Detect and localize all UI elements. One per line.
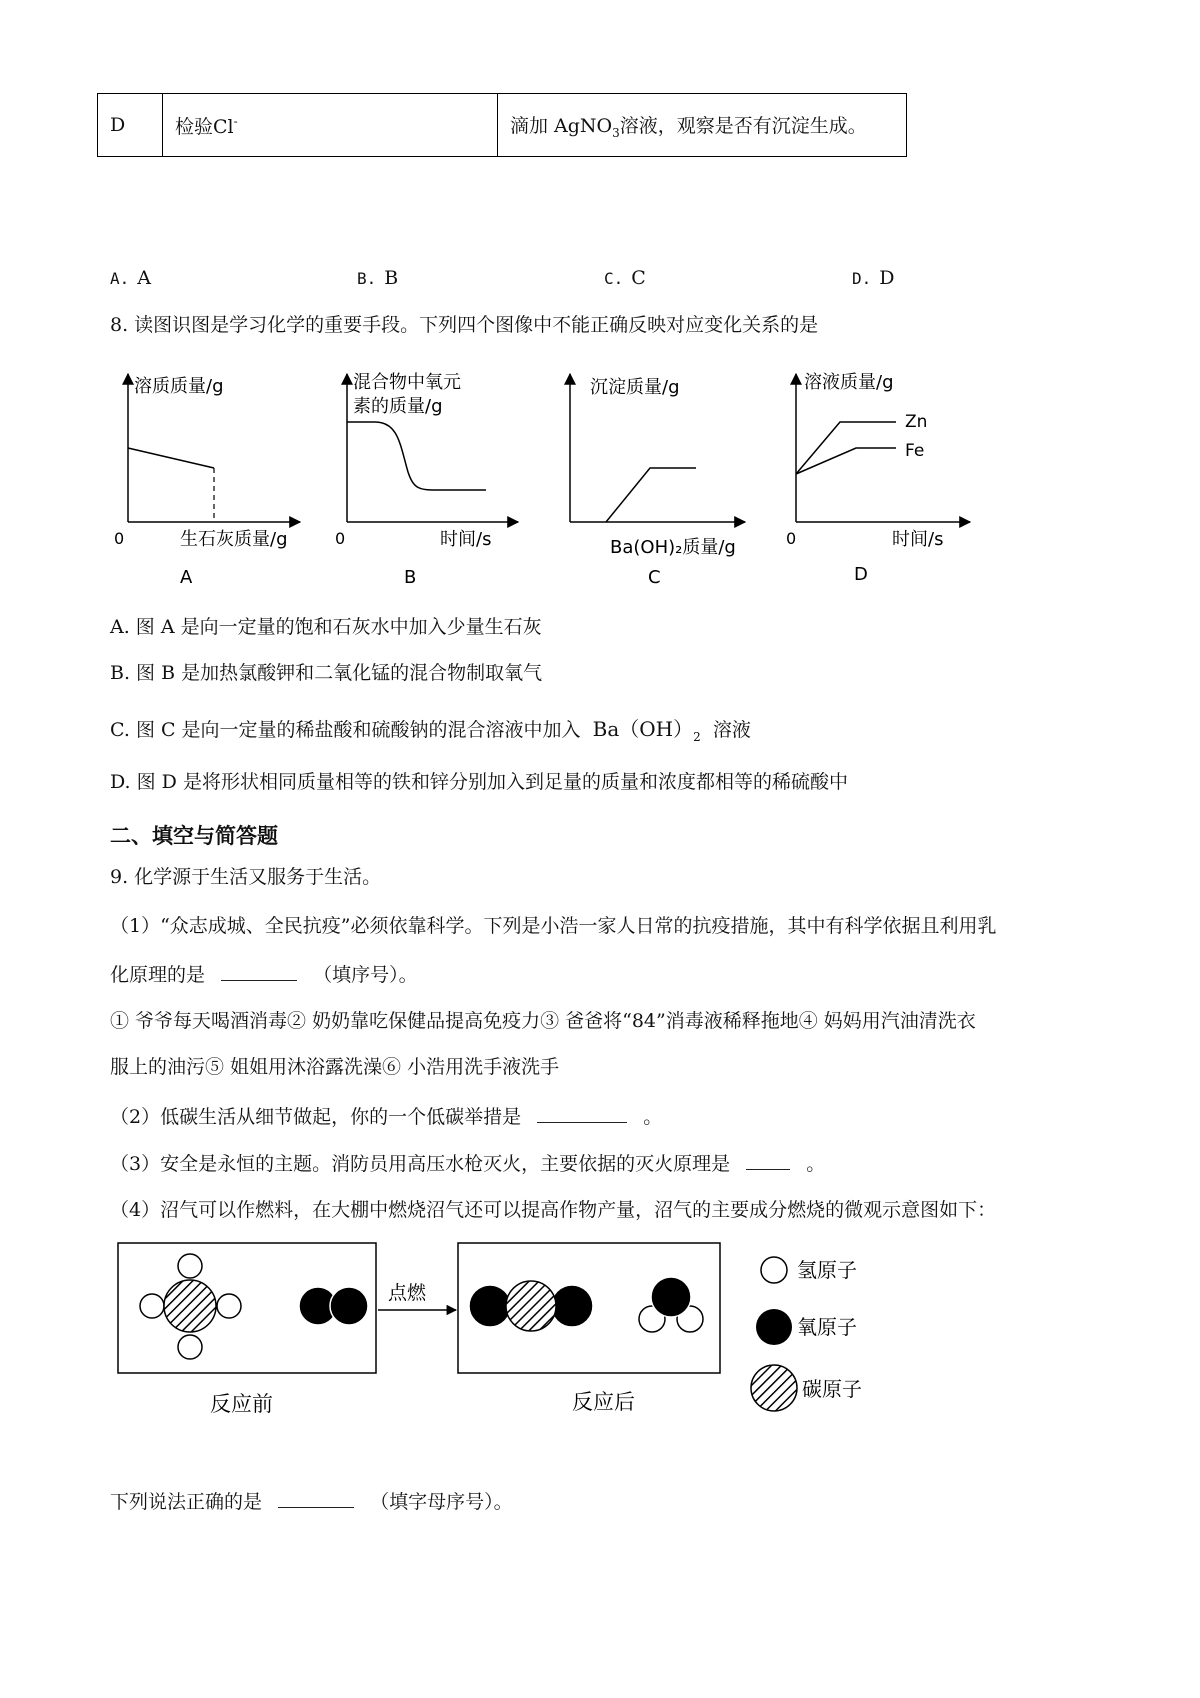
hydrogen-atom [178,1254,202,1278]
chart-b-ylabel-2: 素的质量/g [353,396,443,417]
q9-p3: （3）安全是永恒的主题。消防员用高压水枪灭火，主要依据的灭火原理是 。 [110,1153,826,1175]
q9-p1-list2: 服上的油污⑤ 姐姐用沐浴露洗澡⑥ 小浩用洗手液洗手 [110,1056,560,1078]
chart-d-line-fe [796,448,896,474]
legend-oxygen-label: 氧原子 [797,1315,857,1339]
row-purpose: 检验Cl- [163,94,498,157]
q9-final: 下列说法正确的是 （填字母序号）。 [110,1491,513,1513]
q9-p1-line2: 化原理的是 （填序号）。 [110,964,418,986]
q9-p1-list1: ① 爷爷每天喝酒消毒② 奶奶靠吃保健品提高免疫力③ 爸爸将“84”消毒液稀释拖地④ 妈妈用汽油清洗衣 [110,1010,976,1032]
chart-d-series-fe: Fe [905,441,925,461]
section-title: 二、填空与简答题 [110,824,278,848]
chart-c [570,374,745,588]
chart-a-xlabel: 生石灰质量/g [180,529,288,550]
chart-c-line [606,468,696,522]
hydrogen-atom [178,1335,202,1359]
q9-p4: （4）沼气可以作燃料，在大棚中燃烧沼气还可以提高作物产量，沼气的主要成分燃烧的微观示意图如下： [110,1199,997,1221]
oxygen-molecule [299,1287,368,1325]
chart-a-ylabel: 溶质质量/g [134,376,224,397]
oxygen-atom [469,1285,511,1327]
carbon-atom [506,1281,556,1331]
arrow-label: 点燃 [388,1282,427,1304]
options-table [97,93,907,157]
q9-p1-blank[interactable] [221,964,297,981]
chart-c-caption: C [648,567,661,588]
q7-option-b[interactable]: B. B [357,267,399,289]
q9-final-blank[interactable] [278,1491,354,1508]
q7-option-c[interactable]: C. C [604,267,646,289]
q7-option-a[interactable]: A. A [110,267,151,289]
chart-a-origin: 0 [114,529,125,548]
methane-molecule [140,1254,241,1359]
row-method: 滴加 AgNO$_3$溶液，观察是否有沉淀生成。 [498,94,907,157]
chart-d-xlabel: 时间/s [892,529,944,550]
oxygen-atom [551,1285,593,1327]
q8-option-d[interactable]: D. 图 D 是将形状相同质量相等的铁和锌分别加入到足量的质量和浓度都相等的稀硫酸中 [110,771,848,793]
chart-b-ylabel-1: 混合物中氧元 [353,372,461,393]
q9-p1-line1: （1）“众志成城、全民抗疫”必须依靠科学。下列是小浩一家人日常的抗疫措施，其中有科学依据且利用乳 [110,915,997,937]
legend-carbon-icon [751,1365,797,1411]
legend-hydrogen-icon [761,1257,787,1283]
chart-b-xlabel: 时间/s [440,529,492,550]
legend-carbon-label: 碳原子 [802,1377,862,1401]
legend [751,1257,862,1411]
chart-a-caption: A [180,567,193,588]
chart-d-ylabel: 溶液质量/g [804,372,894,393]
chart-d-series-zn: Zn [905,412,928,432]
q8-stem: 8. 读图识图是学习化学的重要手段。下列四个图像中不能正确反映对应变化关系的是 [110,314,819,336]
chart-c-xlabel: Ba(OH)₂质量/g [610,537,736,558]
row-letter: D [98,94,163,157]
chart-c-ylabel: 沉淀质量/g [590,377,680,398]
table-row [98,94,907,157]
hydrogen-atom [217,1294,241,1318]
after-label: 反应后 [572,1390,635,1414]
q7-option-d[interactable]: D. D [852,267,895,289]
chart-b-caption: B [404,567,417,588]
water-molecule [639,1277,703,1332]
chart-d-caption: D [854,564,868,585]
chart-d-origin: 0 [786,529,797,548]
hydrogen-atom [140,1294,164,1318]
oxygen-atom [651,1277,691,1317]
reaction-diagram [0,1235,1200,1435]
legend-hydrogen-label: 氢原子 [797,1258,857,1282]
q8-option-c[interactable]: C. 图 C 是向一定量的稀盐酸和硫酸钠的混合溶液中加入 $Ba(OH)_2$ 溶液 [110,717,751,744]
q8-option-a[interactable]: A. 图 A 是向一定量的饱和石灰水中加入少量生石灰 [110,616,542,638]
chart-a [114,374,300,588]
carbon-atom [164,1280,216,1332]
q9-p3-blank[interactable] [746,1153,790,1170]
oxygen-atom [330,1287,368,1325]
chart-b [335,372,518,588]
q9-stem: 9. 化学源于生活又服务于生活。 [110,866,382,888]
q8-option-b[interactable]: B. 图 B 是加热氯酸钾和二氧化锰的混合物制取氧气 [110,662,543,684]
q9-p2: （2）低碳生活从细节做起，你的一个低碳举措是 。 [110,1106,663,1128]
chart-d [786,372,970,585]
q9-p2-blank[interactable] [537,1106,627,1123]
legend-oxygen-icon [756,1309,792,1345]
chart-b-origin: 0 [335,529,346,548]
co2-molecule [469,1281,593,1331]
before-label: 反应前 [210,1392,273,1416]
chart-a-line [128,448,214,468]
chart-b-curve [347,422,486,490]
q8-charts [0,360,1200,600]
